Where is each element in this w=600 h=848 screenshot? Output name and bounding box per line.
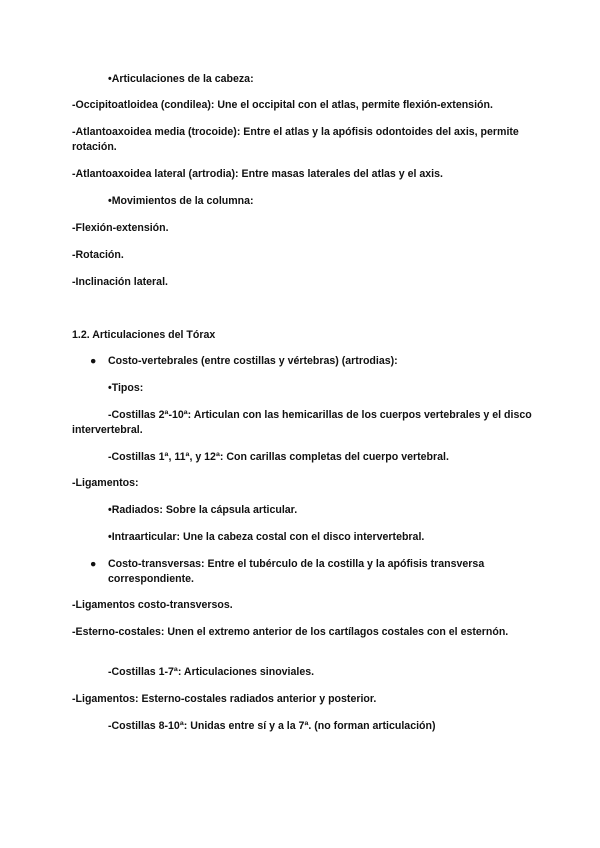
movement-rotation: -Rotación. [72,249,124,261]
costotransverse-label: Costo-transversas: Entre el tubérculo de la costilla y la apófisis transversa correspondiente. [108,558,485,585]
spine-movements-title: •Movimientos de la columna: [108,195,254,207]
intraarticular-item: •Intraarticular: Une la cabeza costal con el disco intervertebral. [108,531,425,543]
costovertebral-bullet [90,354,530,369]
costillas-8-10-item: -Costillas 8-10ª: Unidas entre sí y a la 7ª. (no forman articulación) [108,720,436,732]
costillas-2-10-item: -Costillas 2ª-10ª: Articulan con las hemicarillas de los cuerpos vertebrales y el disco intervertebral. [72,409,532,436]
bullet-icon: ● [90,558,97,570]
movement-flexion: -Flexión-extensión. [72,222,169,234]
radiados-item: •Radiados: Sobre la cápsula articular. [108,504,298,516]
atlantoaxoid-median-item: -Atlantoaxoidea media (trocoide): Entre el atlas y la apófisis odontoides del axis, permite rotación. [72,126,519,153]
costotransverse-bullet [90,557,530,587]
occipitoatloid-item: -Occipitoatloidea (condilea): Une el occipital con el atlas, permite flexión-extensión. [72,99,493,111]
costotransverse-ligaments-item: -Ligamentos costo-transversos. [72,599,233,611]
costillas-1-7-item: -Costillas 1-7ª: Articulaciones sinoviales. [108,666,315,678]
atlantoaxoid-lateral-item: -Atlantoaxoidea lateral (artrodia): Entre masas laterales del atlas y el axis. [72,168,443,180]
thorax-heading: 1.2. Articulaciones del Tórax [72,329,216,341]
sternocostal-item: -Esterno-costales: Unen el extremo anterior de los cartílagos costales con el esternón. [72,626,509,638]
tipos-title: •Tipos: [108,382,144,394]
ligamentos-title: -Ligamentos: [72,477,139,489]
bullet-icon: ● [90,355,97,367]
costovertebral-label: Costo-vertebrales (entre costillas y vértebras) (artrodias): [108,355,398,367]
movement-lateral-inclination: -Inclinación lateral. [72,276,168,288]
sternocostal-ligaments-item: -Ligamentos: Esterno-costales radiados anterior y posterior. [72,693,377,705]
head-articulations-title: •Articulaciones de la cabeza: [108,73,254,85]
costillas-1-11-12-item: -Costillas 1ª, 11ª, y 12ª: Con carillas completas del cuerpo vertebral. [108,451,449,463]
